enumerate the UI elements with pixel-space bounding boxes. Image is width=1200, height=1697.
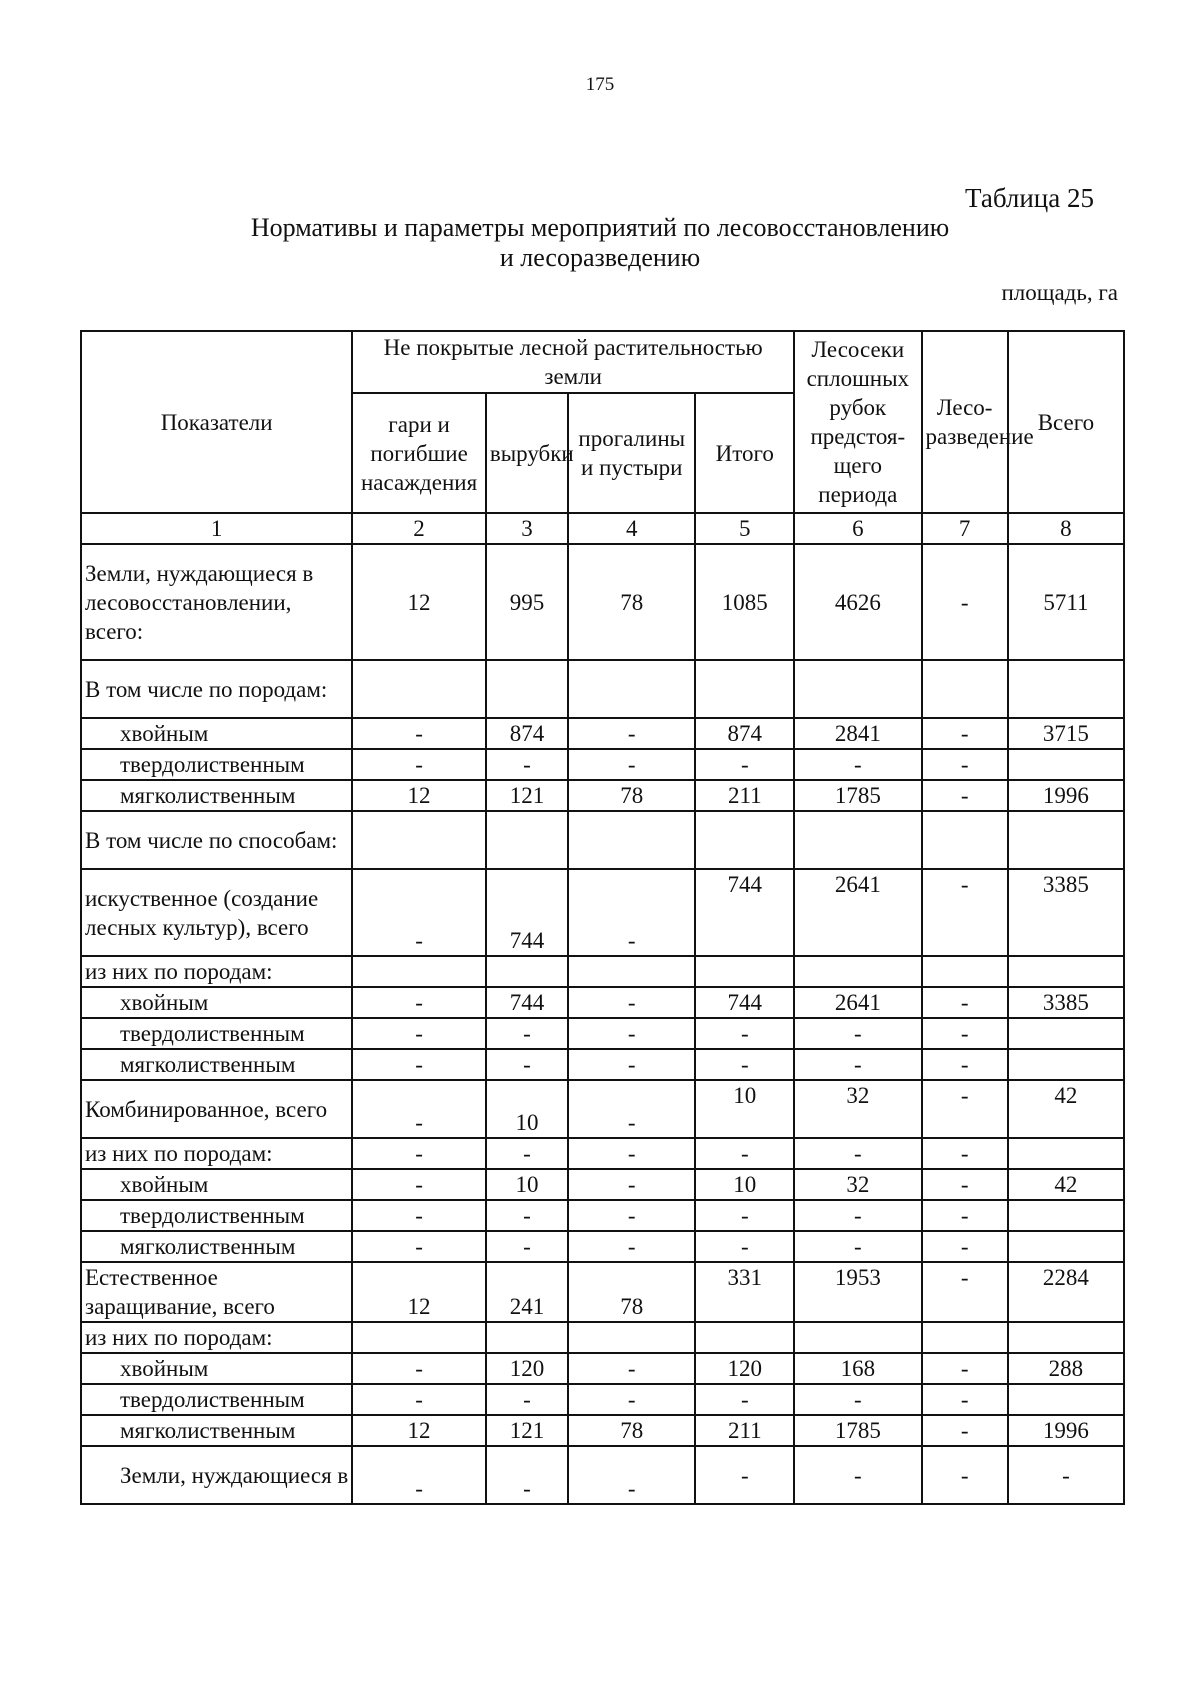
table-cell: 2841	[794, 718, 921, 749]
table-cell: -	[486, 1384, 568, 1415]
column-number: 1	[81, 513, 352, 544]
header-glades: прогалины и пустыри	[568, 393, 695, 513]
table-row	[81, 1446, 1124, 1504]
table-cell	[794, 1322, 921, 1353]
table-cell: 3385	[1008, 987, 1124, 1018]
table-cell: -	[568, 718, 695, 749]
column-number: 3	[486, 513, 568, 544]
table-cell: -	[695, 1384, 794, 1415]
table-cell: 12	[352, 1415, 486, 1446]
table-cell: 1785	[794, 780, 921, 811]
table-cell: -	[486, 1049, 568, 1080]
table-cell	[794, 956, 921, 987]
table-title-line-1: Нормативы и параметры мероприятий по лесовосстановлению	[250, 213, 950, 242]
row-indicator: из них по породам:	[81, 1322, 352, 1353]
table-cell: 78	[568, 544, 695, 660]
column-number: 4	[568, 513, 695, 544]
table-row	[81, 1322, 1124, 1353]
table-cell: -	[352, 1353, 486, 1384]
table-cell: -	[922, 1169, 1008, 1200]
table-row	[81, 749, 1124, 780]
table-cell: -	[568, 1384, 695, 1415]
table-cell: -	[794, 1018, 921, 1049]
table-cell: -	[922, 1353, 1008, 1384]
table-row	[81, 811, 1124, 869]
table-row	[81, 544, 1124, 660]
table-cell	[794, 811, 921, 869]
table-cell: -	[695, 749, 794, 780]
table-cell: -	[922, 1384, 1008, 1415]
table-cell: 32	[794, 1080, 921, 1138]
table-cell: 5711	[1008, 544, 1124, 660]
table-cell: 211	[695, 780, 794, 811]
table-cell: 3385	[1008, 869, 1124, 956]
table-cell: -	[568, 1138, 695, 1169]
header-cuttings: вырубки	[486, 393, 568, 513]
table-cell: -	[695, 1231, 794, 1262]
table-cell: 42	[1008, 1080, 1124, 1138]
table-body	[81, 544, 1124, 1504]
table-cell: -	[695, 1138, 794, 1169]
table-cell: -	[922, 718, 1008, 749]
row-indicator: В том числе по породам:	[81, 660, 352, 718]
row-indicator: мягколиственным	[81, 780, 352, 811]
table-row	[81, 660, 1124, 718]
table-cell: -	[568, 1049, 695, 1080]
reforestation-table	[80, 330, 1125, 1505]
row-indicator: твердолиственным	[81, 1384, 352, 1415]
table-cell: -	[352, 1018, 486, 1049]
table-cell: 1996	[1008, 1415, 1124, 1446]
header-total: Всего	[1008, 331, 1124, 513]
table-row	[81, 1200, 1124, 1231]
table-cell: -	[922, 1231, 1008, 1262]
table-cell: 121	[486, 1415, 568, 1446]
table-cell: 10	[695, 1169, 794, 1200]
table-cell: -	[922, 1200, 1008, 1231]
table-cell	[352, 660, 486, 718]
table-cell: 168	[794, 1353, 921, 1384]
table-cell	[1008, 749, 1124, 780]
table-cell: -	[486, 1138, 568, 1169]
table-cell	[794, 660, 921, 718]
header-burns: гари и погибшие насаждения	[352, 393, 486, 513]
table-row	[81, 1353, 1124, 1384]
table-cell	[568, 660, 695, 718]
table-row	[81, 956, 1124, 987]
table-cell: -	[486, 1018, 568, 1049]
table-cell: -	[568, 1353, 695, 1384]
table-cell: -	[486, 1446, 568, 1504]
header-indicators: Показатели	[81, 331, 352, 513]
table-cell: -	[794, 1231, 921, 1262]
table-label: Таблица 25	[965, 183, 1094, 213]
table-cell	[568, 1322, 695, 1353]
table-cell: -	[922, 1138, 1008, 1169]
table-cell	[922, 956, 1008, 987]
table-cell	[695, 811, 794, 869]
table-cell	[1008, 956, 1124, 987]
table-cell	[1008, 1322, 1124, 1353]
table-cell: -	[568, 869, 695, 956]
header-clearcuts: Лесосеки сплошных рубок предстоя-щего периода	[794, 331, 921, 513]
table-cell: 32	[794, 1169, 921, 1200]
table-cell: -	[568, 1446, 695, 1504]
row-indicator: из них по породам:	[81, 1138, 352, 1169]
row-indicator: Комбинированное, всего	[81, 1080, 352, 1138]
table-cell: 1953	[794, 1262, 921, 1322]
table-cell	[922, 1322, 1008, 1353]
table-cell: -	[922, 749, 1008, 780]
table-row	[81, 1262, 1124, 1322]
table-cell	[922, 811, 1008, 869]
row-indicator: Земли, нуждающиеся в	[81, 1446, 352, 1504]
table-cell: -	[794, 1446, 921, 1504]
table-cell: -	[922, 1049, 1008, 1080]
table-cell: -	[568, 987, 695, 1018]
table-cell: 12	[352, 1262, 486, 1322]
table-cell	[1008, 1138, 1124, 1169]
table-cell	[486, 660, 568, 718]
header-afforestation: Лесо-разведение	[922, 331, 1008, 513]
row-indicator: твердолиственным	[81, 1200, 352, 1231]
table-cell: 4626	[794, 544, 921, 660]
table-cell: 1996	[1008, 780, 1124, 811]
row-indicator: Естественное заращивание, всего	[81, 1262, 352, 1322]
table-cell: -	[794, 1384, 921, 1415]
column-number: 6	[794, 513, 921, 544]
table-cell: -	[1008, 1446, 1124, 1504]
row-indicator: искуственное (создание лесных культур), всего	[81, 869, 352, 956]
table-cell: 78	[568, 780, 695, 811]
table-row	[81, 1231, 1124, 1262]
table-cell: -	[352, 1384, 486, 1415]
table-cell	[1008, 660, 1124, 718]
table-cell	[695, 956, 794, 987]
table-cell: -	[352, 1138, 486, 1169]
table-cell: 744	[695, 869, 794, 956]
column-number-row	[81, 513, 1124, 544]
table-cell: -	[794, 1049, 921, 1080]
table-cell: -	[695, 1200, 794, 1231]
table-cell: 241	[486, 1262, 568, 1322]
page-number: 175	[585, 74, 615, 95]
table-cell: 42	[1008, 1169, 1124, 1200]
table-cell: -	[922, 544, 1008, 660]
row-indicator: из них по породам:	[81, 956, 352, 987]
table-cell: 995	[486, 544, 568, 660]
table-row	[81, 1080, 1124, 1138]
table-cell: -	[352, 1231, 486, 1262]
table-cell	[1008, 1018, 1124, 1049]
table-cell: 120	[695, 1353, 794, 1384]
table-cell: 1085	[695, 544, 794, 660]
table-cell: -	[568, 749, 695, 780]
table-cell: -	[486, 749, 568, 780]
table-cell: -	[695, 1018, 794, 1049]
table-row	[81, 1169, 1124, 1200]
header-subtotal: Итого	[695, 393, 794, 513]
table-cell	[486, 956, 568, 987]
table-cell: -	[922, 987, 1008, 1018]
table-cell: 288	[1008, 1353, 1124, 1384]
table-cell: -	[794, 749, 921, 780]
table-cell: 874	[486, 718, 568, 749]
row-indicator: твердолиственным	[81, 749, 352, 780]
table-cell: -	[352, 1446, 486, 1504]
table-cell: -	[568, 1231, 695, 1262]
table-cell: -	[922, 1262, 1008, 1322]
row-indicator: хвойным	[81, 1169, 352, 1200]
table-cell: 78	[568, 1262, 695, 1322]
table-cell: -	[695, 1446, 794, 1504]
table-cell: 12	[352, 780, 486, 811]
column-number: 2	[352, 513, 486, 544]
table-title-line-2: и лесоразведению	[499, 243, 701, 272]
table-cell: -	[568, 1018, 695, 1049]
table-cell: -	[352, 1169, 486, 1200]
table-cell	[352, 956, 486, 987]
table-cell: 2641	[794, 869, 921, 956]
table-cell: -	[568, 1169, 695, 1200]
table-cell	[1008, 1231, 1124, 1262]
table-cell: 120	[486, 1353, 568, 1384]
table-cell: -	[568, 1200, 695, 1231]
table-cell: 744	[695, 987, 794, 1018]
row-indicator: Земли, нуждающиеся в лесовосстановлении, всего:	[81, 544, 352, 660]
header-not-covered-lands: Не покрытые лесной растительностью земли	[352, 331, 794, 393]
table-cell: -	[922, 1415, 1008, 1446]
table-cell	[695, 660, 794, 718]
table-cell	[695, 1322, 794, 1353]
table-cell	[1008, 1384, 1124, 1415]
row-indicator: мягколиственным	[81, 1415, 352, 1446]
table-cell: 10	[486, 1169, 568, 1200]
table-row	[81, 780, 1124, 811]
table-row	[81, 869, 1124, 956]
table-cell: 10	[486, 1080, 568, 1138]
table-cell: -	[922, 1080, 1008, 1138]
table-cell: -	[352, 869, 486, 956]
table-cell	[568, 956, 695, 987]
table-cell	[1008, 1200, 1124, 1231]
table-cell: 12	[352, 544, 486, 660]
table-cell: -	[352, 749, 486, 780]
table-cell	[486, 811, 568, 869]
table-cell: -	[352, 718, 486, 749]
row-indicator: твердолиственным	[81, 1018, 352, 1049]
table-cell: -	[486, 1231, 568, 1262]
row-indicator: хвойным	[81, 987, 352, 1018]
table-row	[81, 1049, 1124, 1080]
table-cell: -	[922, 780, 1008, 811]
row-indicator: хвойным	[81, 718, 352, 749]
header-row-1	[81, 331, 1124, 393]
row-indicator: хвойным	[81, 1353, 352, 1384]
table-cell: -	[695, 1049, 794, 1080]
table-cell: 2284	[1008, 1262, 1124, 1322]
units-label: площадь, га	[1001, 280, 1118, 305]
table-cell	[352, 1322, 486, 1353]
table-cell: -	[922, 869, 1008, 956]
table-row	[81, 1138, 1124, 1169]
row-indicator: мягколиственным	[81, 1049, 352, 1080]
table-row	[81, 1018, 1124, 1049]
table-cell: 3715	[1008, 718, 1124, 749]
table-cell	[1008, 811, 1124, 869]
table-cell	[1008, 1049, 1124, 1080]
column-number: 7	[922, 513, 1008, 544]
table-row	[81, 1384, 1124, 1415]
table-cell: -	[486, 1200, 568, 1231]
table-row	[81, 1415, 1124, 1446]
table-cell: 78	[568, 1415, 695, 1446]
table-cell	[486, 1322, 568, 1353]
column-number: 5	[695, 513, 794, 544]
table-cell	[352, 811, 486, 869]
table-cell: 744	[486, 987, 568, 1018]
table-cell: -	[352, 1049, 486, 1080]
table-cell: 331	[695, 1262, 794, 1322]
column-number: 8	[1008, 513, 1124, 544]
table-title	[210, 213, 990, 273]
table-cell: 2641	[794, 987, 921, 1018]
table-cell: -	[794, 1138, 921, 1169]
table-cell: 211	[695, 1415, 794, 1446]
row-indicator: В том числе по способам:	[81, 811, 352, 869]
table-row	[81, 987, 1124, 1018]
table-cell: -	[922, 1446, 1008, 1504]
row-indicator: мягколиственным	[81, 1231, 352, 1262]
table-row	[81, 718, 1124, 749]
table-cell	[922, 660, 1008, 718]
table-cell: -	[352, 987, 486, 1018]
table-cell: -	[352, 1080, 486, 1138]
table-cell: 874	[695, 718, 794, 749]
table-cell: -	[794, 1200, 921, 1231]
table-cell: -	[922, 1018, 1008, 1049]
table-cell: 744	[486, 869, 568, 956]
table-cell: -	[352, 1200, 486, 1231]
table-cell: 1785	[794, 1415, 921, 1446]
table-cell: 121	[486, 780, 568, 811]
table-cell: 10	[695, 1080, 794, 1138]
table-cell: -	[568, 1080, 695, 1138]
table-cell	[568, 811, 695, 869]
